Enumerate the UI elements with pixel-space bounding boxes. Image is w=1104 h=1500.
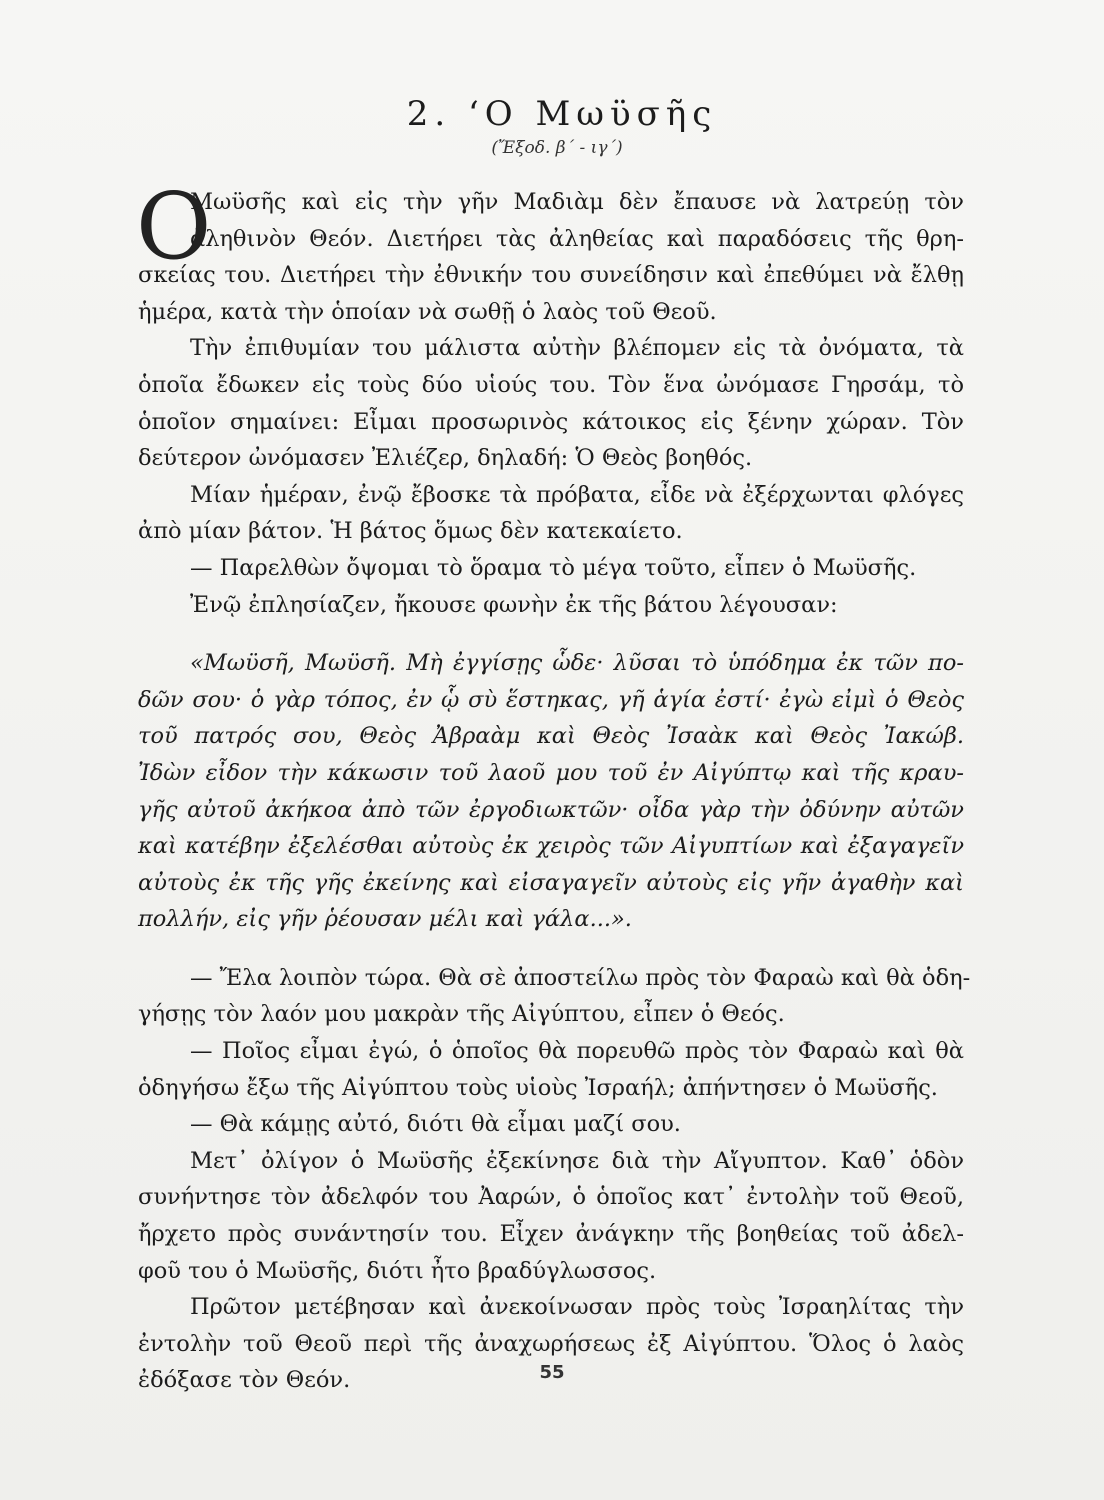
text-line: δεύτερον ὠνόμασεν Ἐλιέζερ, δηλαδή: Ὁ Θεὸς βοηθός. bbox=[138, 445, 753, 472]
text-line: τοῦ πατρός σου, Θεὸς Ἀβραὰμ καὶ Θεὸς Ἰσαὰκ καὶ Θεὸς Ἰακώβ. bbox=[138, 723, 964, 750]
text-line: συνήντησε τὸν ἀδελφόν του Ἀαρών, ὁ ὁποῖος κατ᾽ ἐντολὴν τοῦ Θεοῦ, bbox=[138, 1184, 964, 1211]
text-line: — Ποῖος εἶμαι ἐγώ, ὁ ὁποῖος θὰ πορευθῶ πρὸς τὸν Φαραὼ καὶ θὰ bbox=[190, 1038, 964, 1065]
text-line: Πρῶτον μετέβησαν καὶ ἀνεκοίνωσαν πρὸς τοὺς Ἰσραηλίτας τὴν bbox=[190, 1294, 964, 1321]
text-line: ἐντολὴν τοῦ Θεοῦ περὶ τῆς ἀναχωρήσεως ἐξ Αἰγύπτου. Ὅλος ὁ λαὸς bbox=[138, 1330, 964, 1357]
text-line: ὁδηγήσω ἔξω τῆς Αἰγύπτου τοὺς υἱοὺς Ἰσραήλ; ἀπήντησεν ὁ Μωϋσῆς. bbox=[138, 1074, 938, 1101]
paragraph bbox=[138, 330, 964, 476]
drop-cap: Ο bbox=[136, 173, 212, 280]
text-line: ἀπὸ μίαν βάτον. Ἡ βάτος ὅμως δὲν κατεκαίετο. bbox=[138, 518, 683, 545]
text-line: Μετ᾽ ὀλίγον ὁ Μωϋσῆς ἐξεκίνησε διὰ τὴν Αἴγυπτον. Καθ᾽ ὁδὸν bbox=[190, 1147, 964, 1174]
text-line: — Ἔλα λοιπὸν τώρα. Θὰ σὲ ἀποστείλω πρὸς τὸν Φαραὼ καὶ θὰ ὁδη- bbox=[190, 964, 971, 991]
chapter-heading bbox=[0, 92, 1104, 158]
text-line: ὁποῖον σημαίνει: Εἶμαι προσωρινὸς κάτοικος εἰς ξένην χώραν. Τὸν bbox=[138, 408, 964, 435]
text-line: γῆς αὐτοῦ ἀκήκοα ἀπὸ τῶν ἐργοδιωκτῶν· οἶδα γὰρ τὴν ὀδύνην αὐτῶν bbox=[138, 796, 964, 823]
text-line: ἐδόξασε τὸν Θεόν. bbox=[138, 1367, 351, 1394]
text-line: ἡμέρα, κατὰ τὴν ὁποίαν νὰ σωθῇ ὁ λαὸς τοῦ Θεοῦ. bbox=[138, 298, 717, 325]
text-line: αὐτοὺς ἐκ τῆς γῆς ἐκείνης καὶ εἰσαγαγεῖν αὐτοὺς εἰς γῆν ἀγαθὴν καὶ bbox=[138, 869, 964, 896]
text-line: — Θὰ κάμῃς αὐτό, διότι θὰ εἶμαι μαζί σου. bbox=[190, 1111, 681, 1138]
text-line: Ἰδὼν εἶδον τὴν κάκωσιν τοῦ λαοῦ μου τοῦ ἐν Αἰγύπτῳ καὶ τῆς κραυ- bbox=[138, 759, 964, 786]
chapter-title: 2. ‘Ο Μωϋσῆς bbox=[406, 94, 718, 134]
paragraph bbox=[138, 477, 964, 550]
paragraph bbox=[138, 1143, 964, 1289]
text-line: ἀληθινὸν Θεόν. Διετήρει τὰς ἀληθείας καὶ παραδόσεις τῆς θρη- bbox=[190, 225, 964, 252]
text-line: «Μωϋσῆ, Μωϋσῆ. Μὴ ἐγγίσῃς ὧδε· λῦσαι τὸ ὑπόδημα ἐκ τῶν πο- bbox=[190, 650, 964, 677]
text-line: — Παρελθὼν ὄψομαι τὸ ὅραμα τὸ μέγα τοῦτο, εἶπεν ὁ Μωϋσῆς. bbox=[190, 554, 917, 581]
text-line: Τὴν ἐπιθυμίαν του μάλιστα αὐτὴν βλέπομεν εἰς τὰ ὀνόματα, τὰ bbox=[190, 335, 964, 362]
text-line: Ἐνῷ ἐπλησίαζεν, ἤκουσε φωνὴν ἐκ τῆς βάτου λέγουσαν: bbox=[190, 591, 838, 618]
text-line: ἤρχετο πρὸς συνάντησίν του. Εἶχεν ἀνάγκην τῆς βοηθείας τοῦ ἀδελ- bbox=[138, 1221, 964, 1248]
text-line: πολλήν, εἰς γῆν ῥέουσαν μέλι καὶ γάλα...». bbox=[138, 906, 632, 933]
paragraph bbox=[138, 587, 964, 624]
page-number: 55 bbox=[539, 1362, 565, 1383]
paragraph bbox=[138, 1033, 964, 1106]
text-line: δῶν σου· ὁ γὰρ τόπος, ἐν ᾧ σὺ ἕστηκας, γῆ ἁγία ἐστί· ἐγὼ εἰμὶ ὁ Θεὸς bbox=[138, 686, 964, 713]
quote-paragraph bbox=[138, 645, 964, 938]
chapter-body bbox=[136, 173, 971, 1399]
text-line: Μωϋσῆς καὶ εἰς τὴν γῆν Μαδιὰμ δὲν ἔπαυσε νὰ λατρεύῃ τὸν bbox=[190, 189, 964, 215]
paragraph bbox=[138, 960, 971, 1033]
text-line: καὶ κατέβην ἐξελέσθαι αὐτοὺς ἐκ χειρὸς τῶν Αἰγυπτίων καὶ ἐξαγαγεῖν bbox=[138, 833, 964, 860]
paragraph bbox=[136, 173, 964, 330]
text-line: φοῦ του ὁ Μωϋσῆς, διότι ἦτο βραδύγλωσσος. bbox=[138, 1257, 657, 1284]
text-line: ὁποῖα ἔδωκεν εἰς τοὺς δύο υἱούς του. Τὸν ἕνα ὠνόμασε Γηρσάμ, τὸ bbox=[138, 371, 964, 398]
text-line: γήσῃς τὸν λαόν μου μακρὰν τῆς Αἰγύπτου, εἶπεν ὁ Θεός. bbox=[138, 1001, 785, 1028]
text-line: σκείας του. Διετήρει τὴν ἐθνικήν του συνείδησιν καὶ ἐπεθύμει νὰ ἔλθῃ bbox=[138, 262, 964, 289]
paragraph bbox=[138, 1106, 964, 1143]
scripture-reference: (Ἔξοδ. β΄ - ιγ΄) bbox=[491, 138, 623, 158]
paragraph bbox=[138, 550, 964, 587]
text-line: Μίαν ἡμέραν, ἐνῷ ἔβοσκε τὰ πρόβατα, εἶδε νὰ ἐξέρχωνται φλόγες bbox=[190, 481, 964, 508]
